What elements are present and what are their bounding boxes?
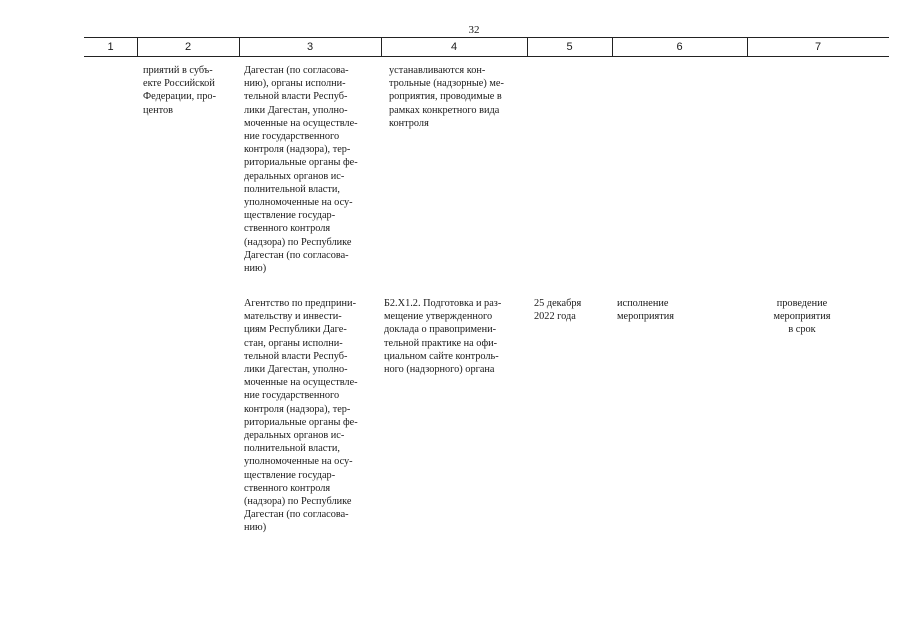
table-cell-line: нию) (244, 263, 267, 275)
table-cell-line: деральных органов ис- (244, 170, 345, 182)
table-cell-line: тельной власти Респуб- (244, 91, 348, 103)
table-cell-line: контроля (389, 117, 429, 129)
table-cell-line: контроля (надзора), тер- (244, 144, 351, 156)
table-cell-line: мещение утвержденного (384, 311, 493, 323)
row2-col5 (534, 297, 614, 323)
header-col-7: 7 (814, 41, 822, 53)
table-cell-line: (надзора) по Республике (244, 496, 352, 508)
table-cell-line: екте Российской (143, 78, 215, 90)
table-cell-line: Дагестан (по согласова- (244, 249, 349, 261)
table-header (84, 37, 889, 57)
header-col-1: 1 (107, 41, 114, 53)
table-cell-line: мероприятия (617, 311, 675, 323)
table-cell-line: риториальные органы фе- (244, 416, 358, 428)
table-cell-line: Федерации, про- (143, 91, 217, 103)
table-cell-line: 2022 года (534, 311, 576, 323)
header-col-5: 5 (566, 41, 573, 53)
table-cell-line: полнительной власти, (244, 183, 340, 195)
row2-col4 (384, 297, 524, 376)
header-col-3: 3 (306, 41, 314, 53)
table-cell-line: уполномоченные на осу- (244, 197, 353, 209)
table-cell-line: риториальные органы фе- (244, 157, 358, 169)
table-cell-line: лики Дагестан, уполно- (244, 104, 348, 116)
table-cell-line: моченные на осуществле- (244, 117, 358, 129)
table-cell-line: ственного контроля (244, 223, 331, 235)
table-cell-line: рамках конкретного вида (389, 104, 500, 116)
table-cell-line: роприятия, проводимые в (389, 91, 502, 103)
table-cell-line: доклада о правопримени- (384, 324, 497, 336)
table-cell-line: тельной практике на офи- (384, 337, 498, 349)
table-cell-line: тельной власти Респуб- (244, 350, 348, 362)
table-cell-line: стан, органы исполни- (244, 337, 343, 349)
table-cell-line: циям Республики Даге- (244, 324, 347, 336)
header-col-2: 2 (184, 41, 192, 53)
table-cell-line: моченные на осуществле- (244, 377, 358, 389)
table-cell-line: циальном сайте контроль- (384, 350, 499, 362)
table-cell-line: ственного контроля (244, 482, 331, 494)
table-cell-line: мероприятия (773, 311, 831, 323)
header-col-4: 4 (450, 41, 458, 53)
table-cell-line: ние государственного (244, 131, 340, 143)
row1-col3 (244, 64, 376, 275)
table-cell-line: нию) (244, 522, 267, 534)
table-cell-line: Дагестан (по согласова- (244, 509, 349, 521)
row1-col4 (389, 64, 523, 130)
row1-col2 (143, 64, 235, 117)
table-cell-line: центов (143, 104, 173, 116)
table-cell-line: устанавливаются кон- (389, 65, 486, 76)
table-cell-line: нию), органы исполни- (244, 78, 346, 90)
table-cell-line: проведение (776, 298, 828, 309)
table-cell-line: ного (надзорного) органа (384, 364, 495, 376)
page-number: 32 (468, 24, 480, 36)
header-col-6: 6 (676, 41, 683, 53)
table-cell-line: Дагестан (по согласова- (244, 65, 349, 76)
table-cell-line: лики Дагестан, уполно- (244, 364, 348, 376)
row2-col6 (617, 297, 717, 323)
table-cell-line: мательству и инвести- (244, 311, 342, 323)
table-cell-line: (надзора) по Республике (244, 236, 352, 248)
table-cell-line: в срок (788, 324, 816, 336)
table-cell-line: ние государственного (244, 390, 340, 402)
table-cell-line: трольные (надзорные) ме- (389, 78, 504, 90)
table-cell-line: деральных органов ис- (244, 430, 345, 442)
table-cell-line: Агентство по предприни- (244, 298, 356, 309)
table-cell-line: исполнение (617, 298, 669, 309)
row2-col7 (752, 297, 852, 337)
table-cell-line: ществление государ- (244, 210, 336, 222)
table-cell-line: уполномоченные на осу- (244, 456, 353, 468)
table-cell-line: 25 декабря (534, 298, 582, 309)
table-cell-line: ществление государ- (244, 469, 336, 481)
table-cell-line: Б2.Х1.2. Подготовка и раз- (384, 298, 502, 309)
table-cell-line: контроля (надзора), тер- (244, 403, 351, 415)
table-cell-line: приятий в субъ- (143, 65, 213, 76)
table-cell-line: полнительной власти, (244, 443, 340, 455)
row2-col3 (244, 297, 376, 535)
